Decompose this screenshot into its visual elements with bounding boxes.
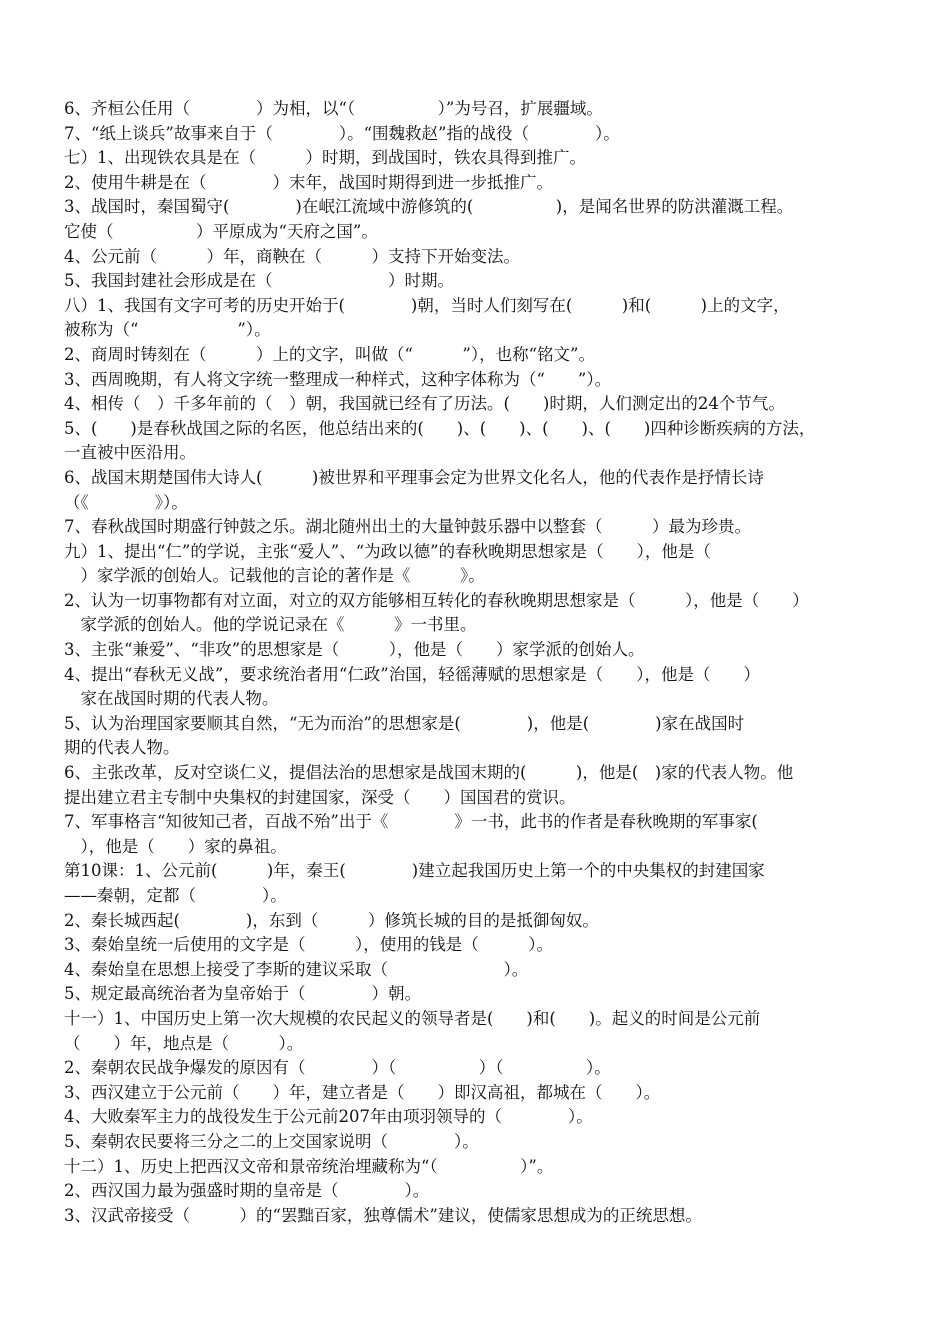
text-line: ——秦朝，定都（ ）。	[64, 886, 287, 905]
text-line: 九）1、提出“仁”的学说，主张“爱人”、“为政以德”的春秋晚期思想家是（ ），他是（	[64, 541, 711, 561]
text-line: 5、( )是春秋战国之际的名医，他总结出来的( )、( )、( )、( )四种诊断疾病的方法，	[64, 418, 816, 438]
text-line: 它使（ ）平原成为“天府之国”。	[64, 221, 378, 241]
text-line: 6、战国末期楚国伟大诗人( )被世界和平理事会定为世界文化名人，他的代表作是抒情长诗	[64, 467, 764, 487]
text-line: 4、提出“春秋无义战”，要求统治者用“仁政”治国，轻徭薄赋的思想家是（ ），他是（ ）	[64, 664, 760, 684]
text-line: 3、汉武帝接受（ ）的“罢黜百家，独尊儒术”建议，使儒家思想成为的正统思想。	[64, 1205, 702, 1225]
text-line: 3、秦始皇统一后使用的文字是（ ），使用的钱是（ ）。	[64, 935, 553, 955]
text-line: 2、使用牛耕是在（ ）末年，战国时期得到进一步抵推广。	[64, 172, 553, 192]
text-line: 2、秦长城西起( )，东到（ ）修筑长城的目的是抵御匈奴。	[64, 910, 599, 930]
text-line: 被称为（“ ”）。	[64, 320, 271, 340]
text-line: 5、我国封建社会形成是在（ ）时期。	[64, 271, 454, 291]
question-list	[64, 97, 894, 1228]
text-line: 3、西汉建立于公元前（ ）年，建立者是（ ）即汉高祖，都城在（ ）。	[64, 1082, 661, 1102]
text-line: 2、商周时铸刻在（ ）上的文字，叫做（“ ”），也称“铭文”。	[64, 344, 595, 364]
text-line: （《 》）。	[64, 492, 188, 512]
text-line: 家学派的创始人。他的学说记录在《 》一书里。	[64, 615, 477, 635]
text-line: 家在战国时期的代表人物。	[64, 689, 279, 709]
text-line: 7、春秋战国时期盛行钟鼓之乐。湖北随州出土的大量钟鼓乐器中以整套（ ）最为珍贵。	[64, 517, 751, 537]
text-line: 7、军事格言“知彼知己者，百战不殆”出于《 》一书，此书的作者是春秋晚期的军事家(	[64, 812, 758, 832]
text-line: 2、认为一切事物都有对立面，对立的双方能够相互转化的春秋晚期思想家是（ ），他是（ ）	[64, 590, 809, 610]
text-line: 3、主张“兼爱”、“非攻”的思想家是（ ），他是（ ）家学派的创始人。	[64, 640, 645, 660]
text-line: 4、公元前（ ）年，商鞅在（ ）支持下开始变法。	[64, 246, 520, 266]
text-line: 第10课：1、公元前( )年，秦王( )建立起我国历史上第一个的中央集权的封建国家	[64, 861, 765, 881]
text-line: 十二）1、历史上把西汉文帝和景帝统治埋藏称为“（ ）”。	[64, 1156, 554, 1176]
text-line: 4、大败秦军主力的战役发生于公元前207年由项羽领导的（ ）。	[64, 1107, 593, 1127]
text-line: ），他是（ ）家的鼻祖。	[64, 836, 287, 856]
text-line: （ ）年，地点是（ ）。	[64, 1033, 304, 1053]
text-line: 3、西周晚期，有人将文字统一整理成一种样式，这种字体称为（“ ”）。	[64, 369, 612, 389]
text-line: 3、战国时，秦国蜀守( )在岷江流域中游修筑的( )，是闻名世界的防洪灌溉工程。	[64, 197, 794, 217]
text-line: 十一）1、中国历史上第一次大规模的农民起义的领导者是( )和( )。起义的时间是公元前	[64, 1008, 761, 1028]
text-line: 6、主张改革，反对空谈仁义，提倡法治的思想家是战国末期的( )，他是( )家的代表人物。他	[64, 763, 794, 783]
text-line: 八）1、我国有文字可考的历史开始于( )朝，当时人们刻写在( )和( )上的文字，	[64, 295, 790, 315]
text-line: 4、秦始皇在思想上接受了李斯的建议采取（ ）。	[64, 959, 529, 979]
text-line: 4、相传（ ）千多年前的（ ）朝，我国就已经有了历法。( )时期，人们测定出的24个节气。	[64, 394, 785, 414]
text-line: 期的代表人物。	[64, 738, 180, 758]
text-line: ）家学派的创始人。记载他的言论的著作是《 》。	[64, 566, 485, 586]
text-line: 7、“纸上谈兵”故事来自于（ ）。“围魏救赵”指的战役（ ）。	[64, 123, 620, 143]
text-line: 提出建立君主专制中央集权的封建国家，深受（ ）国国君的赏识。	[64, 787, 576, 807]
text-line: 5、秦朝农民要将三分之二的上交国家说明（ ）。	[64, 1131, 479, 1151]
text-line: 5、认为治理国家要顺其自然，“无为而治”的思想家是( )，他是( )家在战国时	[64, 713, 745, 733]
text-line: 七）1、出现铁农具是在（ ）时期，到战国时，铁农具得到推广。	[64, 148, 586, 168]
text-line: 6、齐桓公任用（ ）为相，以“（ ）”为号召，扩展疆域。	[64, 99, 603, 118]
text-line: 2、秦朝农民战争爆发的原因有（ ）（ ）（ ）。	[64, 1058, 611, 1078]
text-line: 2、西汉国力最为强盛时期的皇帝是（ ）。	[64, 1181, 430, 1201]
text-line: 5、规定最高统治者为皇帝始于（ ）朝。	[64, 984, 421, 1004]
text-line: 一直被中医沿用。	[64, 443, 196, 463]
